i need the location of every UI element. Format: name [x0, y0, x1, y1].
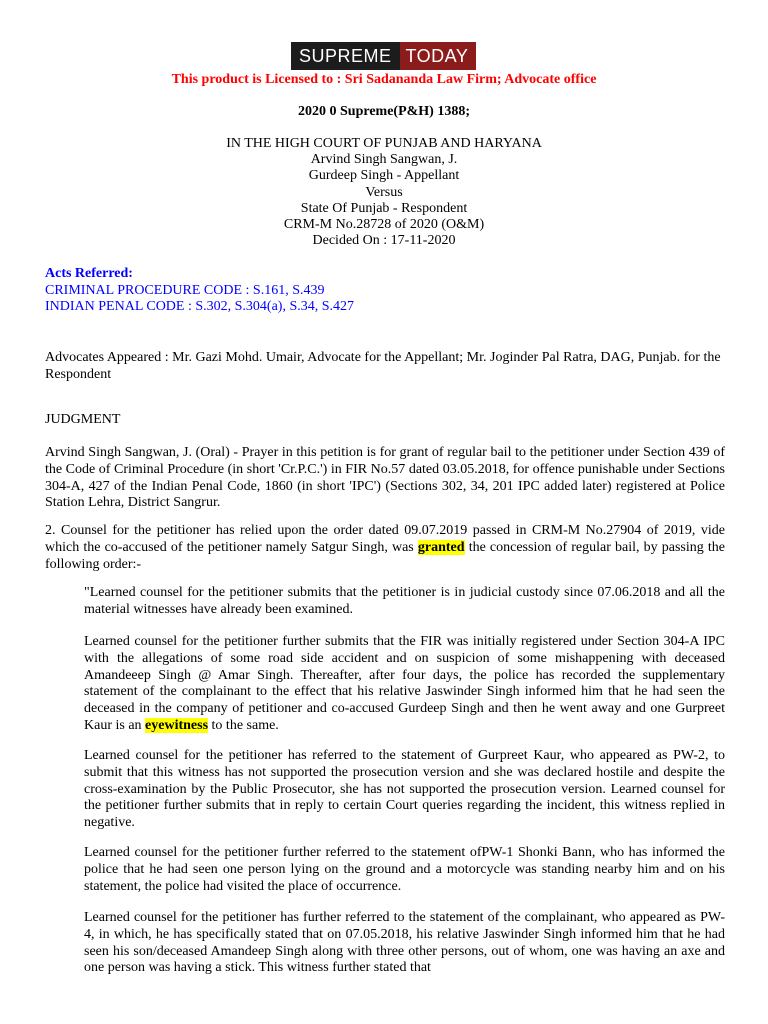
paragraph-2: [45, 523, 725, 573]
act-item[interactable]: INDIAN PENAL CODE : S.302, S.304(a), S.34, S.427: [45, 299, 355, 314]
case-number: CRM-M No.28728 of 2020 (O&M): [283, 217, 485, 233]
act-item[interactable]: CRIMINAL PROCEDURE CODE : S.161, S.439: [45, 282, 325, 298]
logo-part-today: TODAY: [400, 42, 477, 70]
case-caption: [0, 136, 768, 249]
citation: 2020 0 Supreme(P&H) 1388;: [298, 104, 470, 119]
judge-name: Arvind Singh Sangwan, J.: [310, 152, 458, 168]
paragraph-1: Arvind Singh Sangwan, J. (Oral) - Prayer in this petition is for grant of regular bail to the petitioner under Section 439 of the Code of Criminal Procedure (in short 'Cr.P.C.') in FIR No.57 dated 03.05.2018, for offence punishable under Sections 304-A, 427 of the Indian Penal Code, 1860 (in short 'IPC') (Sections 302, 34, 201 IPC added later) registered at Police Station Lehra, District Sangrur.: [45, 445, 725, 511]
quote-paragraph-2: [84, 634, 725, 735]
quote-2-text-end: to the same.: [208, 717, 279, 733]
versus: Versus: [365, 184, 403, 200]
court-name: IN THE HIGH COURT OF PUNJAB AND HARYANA: [226, 136, 542, 151]
quote-paragraph-1: "Learned counsel for the petitioner submits that the petitioner is in judicial custody since 07.06.2018 and all the material witnesses have already been examined.: [84, 585, 725, 617]
decided-on: Decided On : 17-11-2020: [312, 233, 456, 249]
supreme-today-logo: [291, 42, 476, 70]
license-line: This product is Licensed to : Sri Sadananda Law Firm; Advocate office: [171, 72, 597, 87]
judgment-heading: JUDGMENT: [45, 412, 121, 427]
quote-paragraph-3: Learned counsel for the petitioner has referred to the statement of Gurpreet Kaur, who appeared as PW-2, to submit that this witness has not supported the prosecution version and she was declared hostile and despite the cross-examination by the Public Prosecutor, she has not supported the prosecution version. Learned counsel for the petitioner further submits that in reply to certain Court queries regarding the incident, this witness replied in negative.: [84, 748, 725, 831]
search-highlight: granted: [417, 539, 465, 555]
acts-heading: Acts Referred:: [45, 266, 133, 281]
paragraph-2-text: 2. Counsel for the petitioner has relied upon the order dated 09.07.2019 passed in CRM-M No.27904 of 2019, vide which the co-accused of the petitioner namely Satgur Singh, was: [45, 523, 725, 555]
paragraph-2-text-end: the concession of regular bail, by passing the following order:-: [45, 539, 726, 572]
appellant: Gurdeep Singh - Appellant: [308, 168, 460, 184]
quote-2-text: Learned counsel for the petitioner further submits that the FIR was initially registered under Section 304-A IPC with the allegations of some road side accident and on suspicion of some mishappening with deceased Amandeeep Singh @ Amar Singh. Thereafter, after four days, the police has recorded the supplementary statement of the complainant to the effect that his relative Jaswinder Singh informed him that he had seen the deceased in the company of petitioner and co-accused Gurdeep Singh and then he went away and one Gurpreet Kaur is an: [84, 634, 725, 733]
logo-part-supreme: SUPREME: [291, 42, 400, 70]
quote-paragraph-5: Learned counsel for the petitioner has further referred to the statement of the complainant, who appeared as PW-4, in which, he has specifically stated that on 07.05.2018, his relative Jaswinder Singh informed him that he had seen his son/deceased Amandeep Singh along with three other persons, out of whom, one was having an axe and one person was having a stick. This witness further stated that: [84, 910, 725, 976]
acts-referred: [45, 266, 354, 316]
quote-paragraph-4: Learned counsel for the petitioner further referred to the statement ofPW-1 Shonki Bann, who has informed the police that he had seen one person lying on the ground and a motorcycle was standing nearby him and on his statement, the police had visited the place of occurrence.: [84, 845, 725, 894]
advocates-appeared: Advocates Appeared : Mr. Gazi Mohd. Umair, Advocate for the Appellant; Mr. Joginder Pal Ratra, DAG, Punjab. for the Respondent: [45, 350, 721, 382]
respondent: State Of Punjab - Respondent: [300, 200, 468, 216]
search-highlight: eyewitness: [145, 717, 209, 733]
